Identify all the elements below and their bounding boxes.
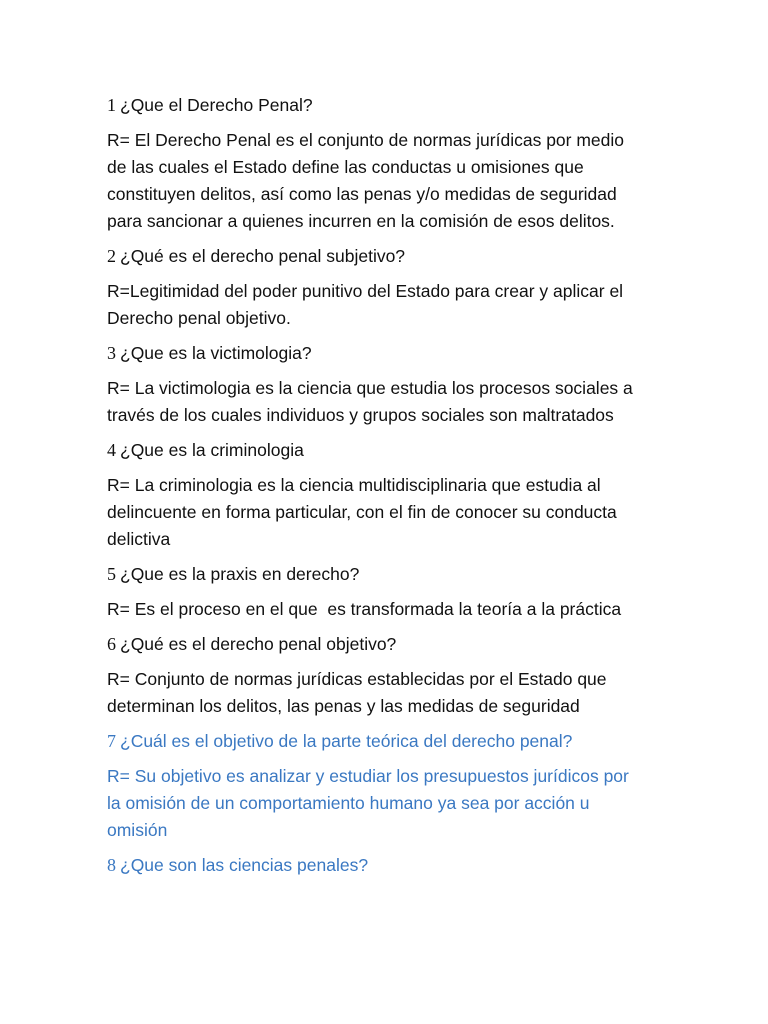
answer-line: través de los cuales individuos y grupos sociales son maltratados — [107, 405, 614, 425]
question-6 — [107, 631, 667, 658]
question-number: 2 — [107, 246, 116, 266]
question-number: 6 — [107, 634, 116, 654]
qa-item-8 — [107, 852, 667, 879]
answer-line: Derecho penal objetivo. — [107, 308, 291, 328]
qa-item-6 — [107, 631, 667, 720]
question-8 — [107, 852, 667, 879]
question-text: ¿Que son las ciencias penales? — [120, 855, 369, 875]
answer-6 — [107, 666, 667, 720]
question-number: 7 — [107, 731, 116, 751]
answer-line: delincuente en forma particular, con el fin de conocer su conducta — [107, 502, 617, 522]
answer-line: R= Su objetivo es analizar y estudiar los presupuestos jurídicos por — [107, 766, 629, 786]
answer-line: R= La criminologia es la ciencia multidisciplinaria que estudia al — [107, 475, 601, 495]
qa-item-2 — [107, 243, 667, 332]
question-text: ¿Cuál es el objetivo de la parte teórica del derecho penal? — [120, 731, 573, 751]
question-text: ¿Que el Derecho Penal? — [120, 95, 313, 115]
question-number: 3 — [107, 343, 116, 363]
question-text: ¿Qué es el derecho penal subjetivo? — [120, 246, 406, 266]
question-text: ¿Que es la victimologia? — [120, 343, 312, 363]
question-7 — [107, 728, 667, 755]
answer-7 — [107, 763, 667, 844]
document-page — [107, 92, 667, 887]
answer-line: constituyen delitos, así como las penas y/o medidas de seguridad — [107, 184, 617, 204]
qa-item-1 — [107, 92, 667, 235]
answer-line: R= El Derecho Penal es el conjunto de normas jurídicas por medio — [107, 130, 625, 150]
qa-item-4 — [107, 437, 667, 553]
question-2 — [107, 243, 667, 270]
answer-line: para sancionar a quienes incurren en la comisión de esos delitos. — [107, 211, 615, 231]
question-3 — [107, 340, 667, 367]
question-text: ¿Que es la praxis en derecho? — [120, 564, 360, 584]
question-number: 5 — [107, 564, 116, 584]
question-text: ¿Qué es el derecho penal objetivo? — [120, 634, 397, 654]
question-5 — [107, 561, 667, 588]
answer-line: R=Legitimidad del poder punitivo del Estado para crear y aplicar el — [107, 281, 624, 301]
question-text: ¿Que es la criminologia — [120, 440, 304, 460]
answer-line: la omisión de un comportamiento humano ya sea por acción u — [107, 793, 590, 813]
qa-item-5 — [107, 561, 667, 623]
answer-line: de las cuales el Estado define las conductas u omisiones que — [107, 157, 584, 177]
qa-item-3 — [107, 340, 667, 429]
answer-5 — [107, 596, 667, 623]
answer-line: R= Es el proceso en el que es transformada la teoría a la práctica — [107, 599, 622, 619]
qa-item-7 — [107, 728, 667, 844]
question-1 — [107, 92, 667, 119]
answer-3 — [107, 375, 667, 429]
answer-line: determinan los delitos, las penas y las medidas de seguridad — [107, 696, 580, 716]
answer-line: R= La victimologia es la ciencia que estudia los procesos sociales a — [107, 378, 633, 398]
answer-4 — [107, 472, 667, 553]
question-number: 1 — [107, 95, 116, 115]
answer-line: omisión — [107, 820, 168, 840]
question-number: 4 — [107, 440, 116, 460]
question-number: 8 — [107, 855, 116, 875]
answer-1 — [107, 127, 667, 235]
question-4 — [107, 437, 667, 464]
answer-2 — [107, 278, 667, 332]
answer-line: delictiva — [107, 529, 171, 549]
answer-line: R= Conjunto de normas jurídicas establecidas por el Estado que — [107, 669, 607, 689]
